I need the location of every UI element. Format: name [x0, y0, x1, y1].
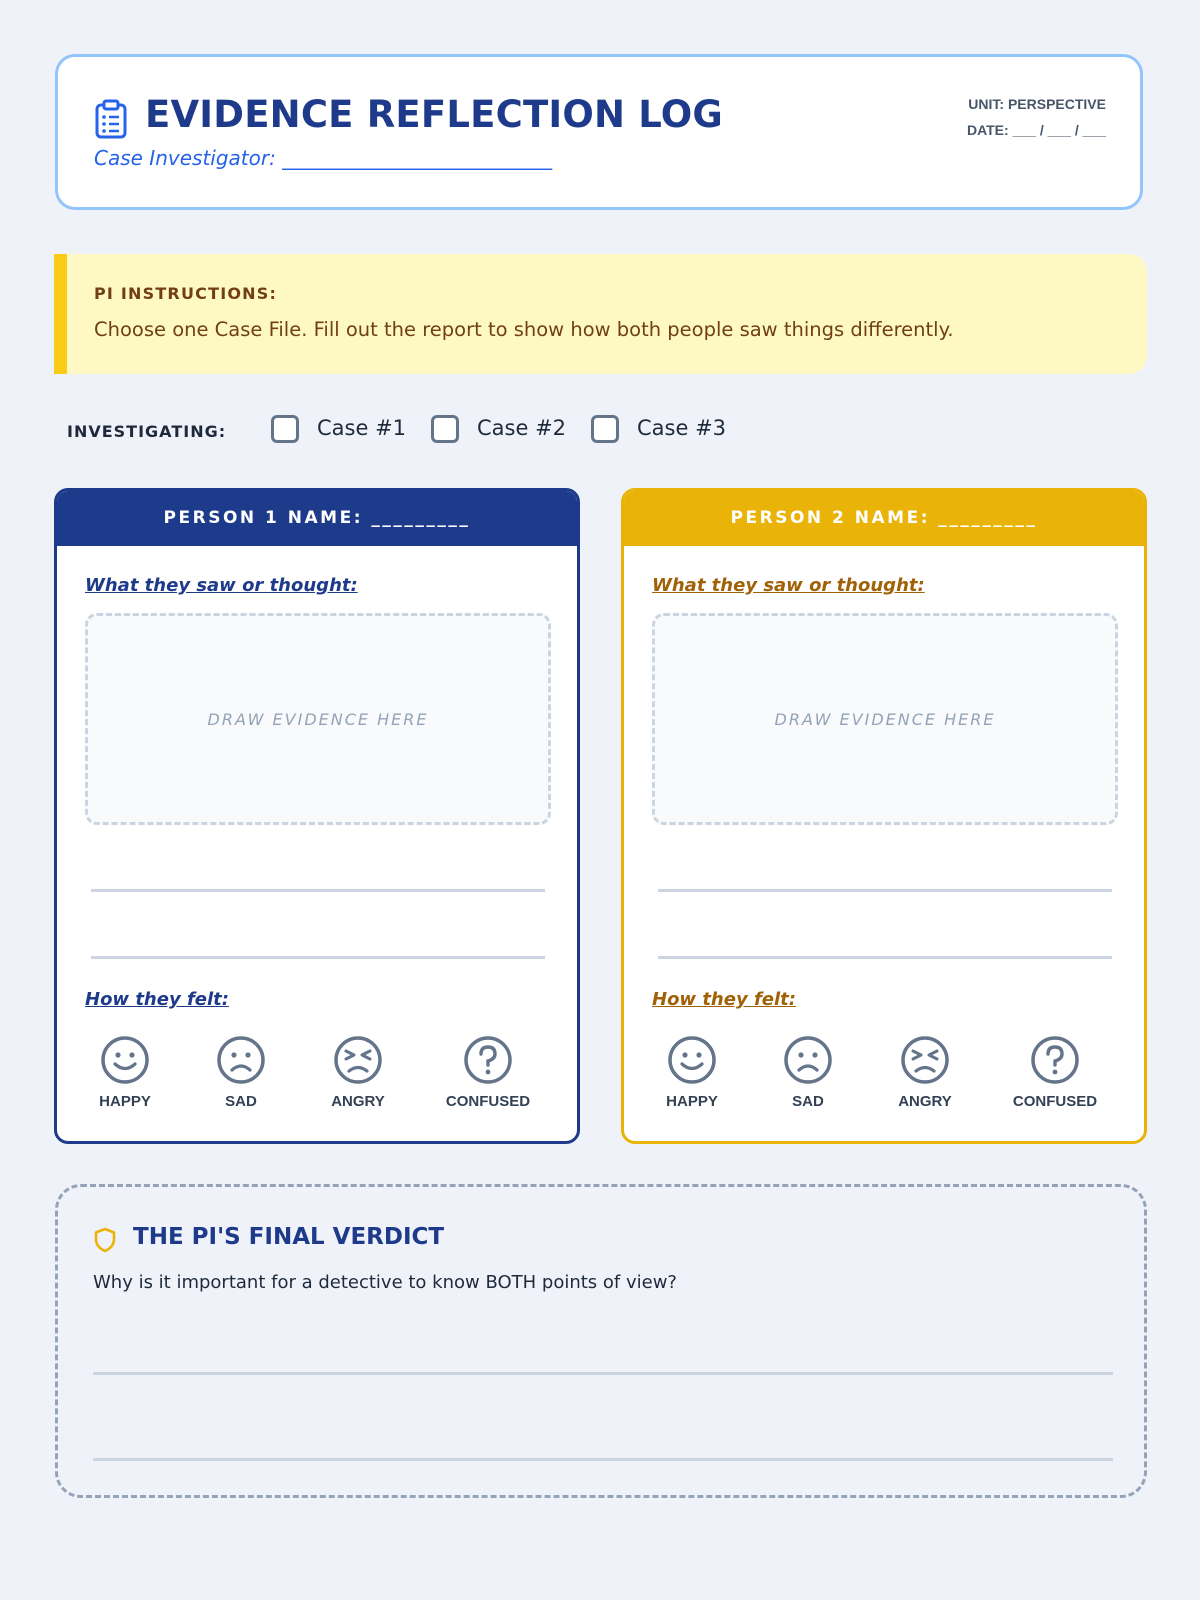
verdict-title: THE PI'S FINAL VERDICT	[133, 1224, 445, 1250]
instructions-panel	[54, 254, 1147, 374]
case-2-label: Case #2	[477, 416, 567, 440]
angry-face-icon	[900, 1035, 950, 1085]
person-1-writing-line-2[interactable]	[91, 956, 545, 959]
happy-face-icon	[100, 1035, 150, 1085]
draw-placeholder: DRAW EVIDENCE HERE	[207, 710, 429, 729]
person-1-card	[54, 488, 580, 1144]
person-1-sad-option[interactable]	[181, 1035, 301, 1110]
case-selector	[67, 412, 1147, 452]
angry-face-icon	[333, 1035, 383, 1085]
happy-label: HAPPY	[666, 1093, 718, 1110]
person-1-felt-label: How they felt:	[85, 989, 229, 1010]
person-2-felt-label: How they felt:	[652, 989, 796, 1010]
sad-label: SAD	[792, 1093, 824, 1110]
case-3-label: Case #3	[637, 416, 727, 440]
instructions-text: Choose one Case File. Fill out the report to show how both people saw things differently.	[94, 318, 954, 341]
investigator-name-field[interactable]: Case Investigator: ___________________________	[94, 146, 553, 170]
case-1-checkbox[interactable]	[271, 415, 299, 443]
person-1-confused-option[interactable]	[428, 1035, 548, 1110]
final-verdict-section	[55, 1184, 1147, 1498]
case-2-checkbox[interactable]	[431, 415, 459, 443]
shield-icon	[94, 1227, 116, 1253]
case-3-checkbox[interactable]	[591, 415, 619, 443]
confused-label: CONFUSED	[1012, 1093, 1098, 1110]
person-1-angry-option[interactable]	[298, 1035, 418, 1110]
confused-icon	[463, 1035, 513, 1085]
case-1-label: Case #1	[317, 416, 407, 440]
date-field[interactable]: DATE: ___ / ___ / ___	[966, 122, 1106, 138]
instructions-label: PI INSTRUCTIONS:	[94, 284, 278, 303]
sad-face-icon	[216, 1035, 266, 1085]
confused-label: CONFUSED	[445, 1093, 531, 1110]
draw-placeholder: DRAW EVIDENCE HERE	[774, 710, 996, 729]
person-2-sad-option[interactable]	[748, 1035, 868, 1110]
confused-icon	[1030, 1035, 1080, 1085]
angry-label: ANGRY	[331, 1093, 385, 1110]
worksheet-header	[55, 54, 1143, 210]
person-2-writing-line-2[interactable]	[658, 956, 1112, 959]
person-1-writing-line-1[interactable]	[91, 889, 545, 892]
person-1-happy-option[interactable]	[65, 1035, 185, 1110]
happy-face-icon	[667, 1035, 717, 1085]
person-1-name-field[interactable]: PERSON 1 NAME: _________	[57, 491, 577, 546]
investigating-label: INVESTIGATING:	[67, 422, 227, 441]
sad-face-icon	[783, 1035, 833, 1085]
clipboard-icon	[94, 99, 128, 139]
page-title: EVIDENCE REFLECTION LOG	[145, 93, 723, 136]
person-1-saw-label: What they saw or thought:	[85, 575, 358, 596]
verdict-writing-line-2[interactable]	[93, 1458, 1113, 1461]
verdict-writing-line-1[interactable]	[93, 1372, 1113, 1375]
person-2-card	[621, 488, 1147, 1144]
header-meta	[967, 91, 1106, 143]
person-2-angry-option[interactable]	[865, 1035, 985, 1110]
person-2-happy-option[interactable]	[632, 1035, 752, 1110]
person-2-writing-line-1[interactable]	[658, 889, 1112, 892]
person-2-name-field[interactable]: PERSON 2 NAME: _________	[624, 491, 1144, 546]
verdict-question: Why is it important for a detective to know BOTH points of view?	[93, 1272, 677, 1293]
angry-label: ANGRY	[898, 1093, 952, 1110]
person-2-confused-option[interactable]	[995, 1035, 1115, 1110]
sad-label: SAD	[225, 1093, 257, 1110]
person-1-draw-area[interactable]	[85, 613, 551, 825]
happy-label: HAPPY	[99, 1093, 151, 1110]
unit-label: UNIT: PERSPECTIVE	[968, 96, 1106, 112]
person-2-saw-label: What they saw or thought:	[652, 575, 925, 596]
person-2-draw-area[interactable]	[652, 613, 1118, 825]
